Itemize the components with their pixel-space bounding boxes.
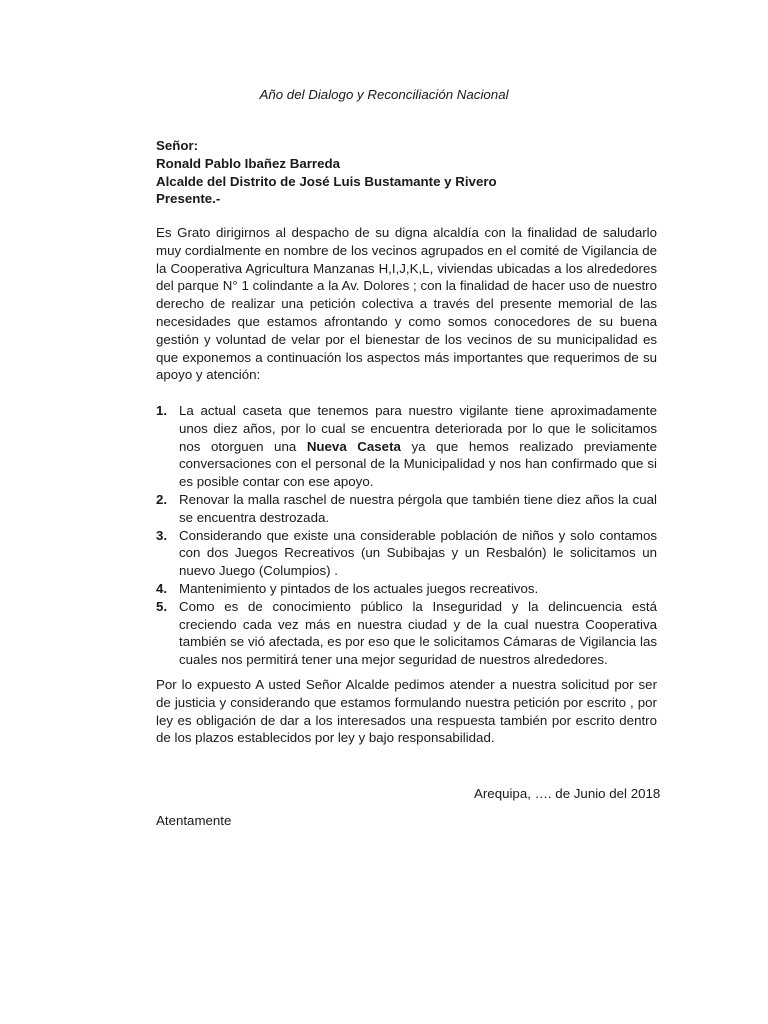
list-item-text: Considerando que existe una considerable población de niños y solo contamos con dos Juegos Recreativos (un Subibajas y un Resbalón) le solicitamos un nuevo Juego (Columpios) . xyxy=(179,527,657,579)
addressee-block xyxy=(156,137,676,208)
list-item xyxy=(156,598,657,669)
list-item-text: Mantenimiento y pintados de los actuales juegos recreativos. xyxy=(179,580,539,596)
list-item xyxy=(156,527,657,580)
list-item-text: Como es de conocimiento público la Inseguridad y la delincuencia está creciendo cada vez más en nuestra ciudad y de la cual nuestra Cooperativa también se vió afectada, es por eso que le solicitamos Cámaras de Vigilancia las cuales nos permitirá tener una mejor seguridad de nuestros alrededores. xyxy=(179,598,657,668)
list-item-text: La actual caseta que tenemos para nuestro vigilante tiene aproximadamente unos diez años, por lo cual se encuentra deteriorada por lo que le solicitamos nos otorguen una xyxy=(179,403,657,454)
list-item xyxy=(156,402,657,491)
closing-paragraph: Por lo expuesto A usted Señor Alcalde pedimos atender a nuestra solicitud por ser de justicia y considerando que estamos formulando nuestra petición por escrito , por ley es obligación de dar a los interesados una respuesta también por escrito dentro de los plazos establecidos por ley y bajo responsabilidad. xyxy=(156,677,657,746)
signoff: Atentamente xyxy=(156,813,232,828)
place-date: Arequipa, …. de Junio del 2018 xyxy=(474,786,661,801)
list-item xyxy=(156,491,657,527)
list-item-number: 3. xyxy=(156,527,168,543)
list-item-bold-text: Nueva Caseta xyxy=(306,438,401,454)
list-item xyxy=(156,580,657,598)
recipient-title: Alcalde del Distrito de José Luis Bustamante y Rivero xyxy=(156,173,497,189)
recipient-name: Ronald Pablo Ibañez Barreda xyxy=(156,155,340,171)
list-item-number: 5. xyxy=(156,598,168,614)
presente-line: Presente.- xyxy=(156,191,221,207)
list-item-text-after: ya que hemos realizado previamente conversaciones con el personal de la Municipalidad y nos han confirmado que si es posible contar con ese apoyo. xyxy=(179,438,657,490)
intro-paragraph: Es Grato dirigirnos al despacho de su digna alcaldía con la finalidad de saludarlo muy cordialmente en nombre de los vecinos agrupados en el comité de Vigilancia de la Cooperativa Agricultura Manzanas H,I,J,K,L, viviendas ubicadas a los alrededores del parque N° 1 colindante a la Av. Dolores ; con la finalidad de hacer uso de nuestro derecho de realizar una petición colectiva a través del presente memorial de las necesidades que estamos afrontando y como somos conocedores de su buena gestión y voluntad de velar por el bienestar de los vecinos de su municipalidad es que exponemos a continuación los aspectos más importantes que requerimos de su apoyo y atención: xyxy=(156,225,657,383)
list-item-number: 4. xyxy=(156,580,168,596)
list-item-text: Renovar la malla raschel de nuestra pérgola que también tiene diez años la cual se encuentra destrozada. xyxy=(179,491,657,525)
salutation: Señor: xyxy=(156,138,199,153)
list-item-number: 1. xyxy=(156,403,168,418)
requests-list xyxy=(156,402,657,669)
list-item-number: 2. xyxy=(156,491,168,507)
year-motto: Año del Dialogo y Reconciliación Nacional xyxy=(259,87,509,102)
